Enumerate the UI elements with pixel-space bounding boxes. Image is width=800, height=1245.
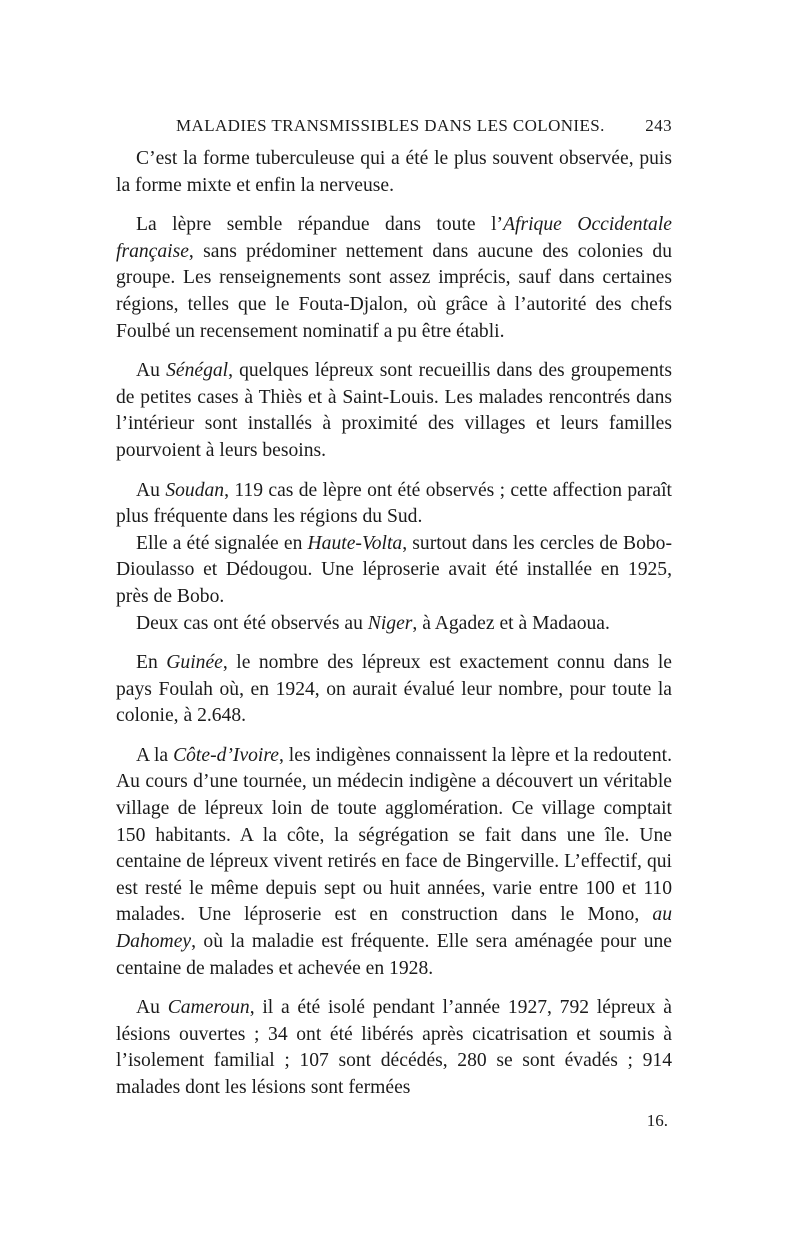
text-run: A la	[136, 744, 174, 766]
italic-place-name: Cameroun	[167, 997, 250, 1019]
signature-mark: 16.	[646, 1110, 668, 1130]
text-run: Au	[136, 997, 168, 1019]
document-page	[116, 116, 672, 1131]
italic-place-name: au Dahomey	[116, 904, 672, 953]
text-run: , il a été isolé pendant l’année 1927, 792 lépreux à lésions ouvertes ; 34 ont été libérés après cicatrisation et soumis à l’isolement familial ; 107 sont décédés, 280 se sont évadés ; 914 malades dont les lésions sont fermées	[116, 997, 672, 1098]
paragraph	[116, 743, 672, 982]
paragraph	[116, 531, 672, 611]
text-run: , les indigènes connaissent la lèpre et la redoutent. Au cours d’une tournée, un médecin indigène a découvert un véritable village de lépreux loin de toute agglomération. Ce village comptait 150 habitants. A la côte, la ségrégation se fait dans une île. Une centaine de lépreux vivent retirés en face de Bingerville. L’effectif, qui est resté le même depuis sept ou huit années, varie entre 100 et 110 malades. Une léproserie est en construction dans le Mono,	[116, 744, 672, 926]
paragraph	[116, 995, 672, 1101]
text-run: Au	[136, 360, 167, 382]
text-run: Deux cas ont été observés au	[136, 612, 368, 634]
text-run: , 119 cas de lèpre ont été observés ; cette affection paraît plus fréquente dans les régions du Sud.	[116, 479, 672, 528]
text-run: Elle a été signalée en	[136, 532, 308, 554]
page-number: 243	[645, 116, 672, 135]
running-title: MALADIES TRANSMISSIBLES DANS LES COLONIES.	[176, 116, 605, 135]
body-text	[116, 146, 672, 1102]
italic-place-name: Niger	[367, 612, 413, 634]
text-run: , où la maladie est fréquente. Elle sera aménagée pour une centaine de malades et achevée en 1928.	[116, 931, 672, 979]
text-run: C’est la forme tuberculeuse qui a été le plus souvent observée, puis la forme mixte et enfin la nerveuse.	[116, 148, 672, 196]
text-run: En	[136, 652, 167, 674]
text-run: , quelques lépreux sont recueillis dans des groupements de petites cases à Thiès et à Saint-Louis. Les malades rencontrés dans l’intérieur sont installés à proximité des villages et leurs familles pourvoient à leurs besoins.	[116, 360, 672, 461]
text-run: Au	[136, 479, 166, 501]
text-run: , surtout dans les cercles de Bobo-Dioulasso et Dédougou. Une léproserie avait été installée en 1925, près de Bobo.	[116, 532, 672, 607]
paragraph	[116, 478, 672, 531]
paragraph	[116, 650, 672, 730]
text-run: , sans prédominer nettement dans aucune des colonies du groupe. Les renseignements sont assez imprécis, sauf dans certaines régions, telles que le Fouta-Djalon, où grâce à l’autorité des chefs Foulbé un recensement nominatif a pu être établi.	[116, 240, 672, 342]
paragraph	[116, 358, 672, 464]
paragraph	[116, 212, 672, 345]
running-header	[116, 116, 672, 136]
italic-place-name: Côte-d’Ivoire	[173, 744, 279, 766]
text-run: , à Agadez et à Madaoua.	[412, 612, 610, 634]
italic-place-name: Afrique Occidentale française	[116, 214, 672, 262]
text-run: , le nombre des lépreux est exactement connu dans le pays Foulah où, en 1924, on aurait évalué leur nombre, pour toute la colonie, à 2.648.	[116, 652, 672, 727]
paragraph	[116, 611, 672, 638]
italic-place-name: Soudan	[165, 479, 225, 501]
paragraph	[116, 146, 672, 199]
text-run: La lèpre semble répandue dans toute l’	[136, 214, 504, 236]
italic-place-name: Sénégal	[166, 360, 229, 382]
italic-place-name: Guinée	[166, 652, 223, 674]
italic-place-name: Haute-Volta	[307, 532, 403, 554]
